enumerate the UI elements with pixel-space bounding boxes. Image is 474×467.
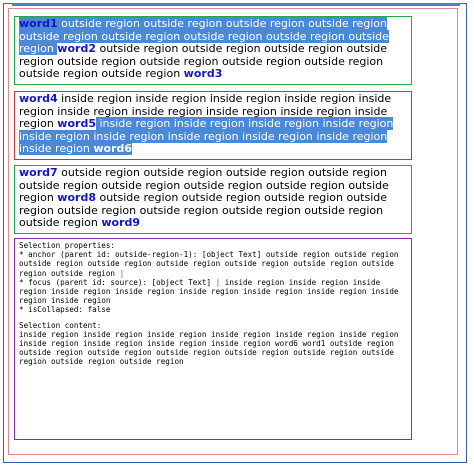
word5[interactable]: word5 bbox=[57, 117, 96, 131]
word2[interactable]: word2 bbox=[57, 42, 96, 56]
region-text[interactable]: outside region outside region outside region outside region outside region outside region outside region outside region outside region bbox=[19, 166, 389, 205]
word9[interactable]: word9 bbox=[101, 216, 141, 230]
word4[interactable]: word4 bbox=[19, 92, 58, 105]
region-text[interactable]: inside region inside region inside region inside region inside region inside region inside region inside region inside region inside region bbox=[19, 92, 392, 131]
selection-properties-heading: Selection properties: bbox=[19, 241, 116, 250]
outside-region-1[interactable] bbox=[14, 16, 412, 85]
focus-line bbox=[19, 278, 407, 306]
anchor-caret: | bbox=[119, 268, 125, 278]
region-text[interactable]: outside region outside region outside region outside region outside region outside region outside region outside region outside region bbox=[19, 191, 388, 230]
focus-label: * focus (parent id: source): [object Text] bbox=[19, 277, 216, 287]
word6[interactable]: word6 bbox=[93, 142, 133, 156]
selection-content-text: inside region inside region inside region inside region inside region inside region inside region inside region inside region inside region word6 word1 outside region outside region outside region outside region outside region outside region outside region outside region outside region bbox=[19, 329, 399, 367]
word8[interactable]: word8 bbox=[57, 191, 96, 205]
region-text[interactable]: outside region outside region outside region outside region outside region outside region outside region outside region outside region bbox=[19, 17, 389, 56]
selection-top-bar bbox=[12, 3, 460, 6]
anchor-text: * anchor (parent id: outside-region-1): [object Text] outside region outside region outside region outside region outside region outside region outside region outside region outside region bbox=[19, 250, 399, 278]
region-text[interactable]: inside region inside region inside region inside region inside region inside region inside region inside region inside region inside region bbox=[19, 117, 394, 156]
region-text[interactable]: outside region outside region outside region outside region outside region outside region outside region outside region outside region outside region bbox=[19, 42, 388, 81]
word7[interactable]: word7 bbox=[19, 166, 58, 179]
collapsed-line: * isCollapsed: false bbox=[19, 305, 111, 315]
word3[interactable]: word3 bbox=[183, 67, 223, 81]
focus-caret: | bbox=[215, 277, 221, 287]
selection-info-log bbox=[14, 238, 412, 440]
selection-content-heading: Selection content: bbox=[19, 320, 102, 330]
outside-region-2[interactable] bbox=[14, 165, 412, 234]
inside-region[interactable] bbox=[14, 91, 412, 160]
focus-text: inside region inside region inside region inside region inside region inside region inside region inside region inside region inside region bbox=[19, 277, 399, 306]
anchor-line bbox=[19, 250, 407, 278]
word1[interactable]: word1 bbox=[19, 17, 58, 30]
